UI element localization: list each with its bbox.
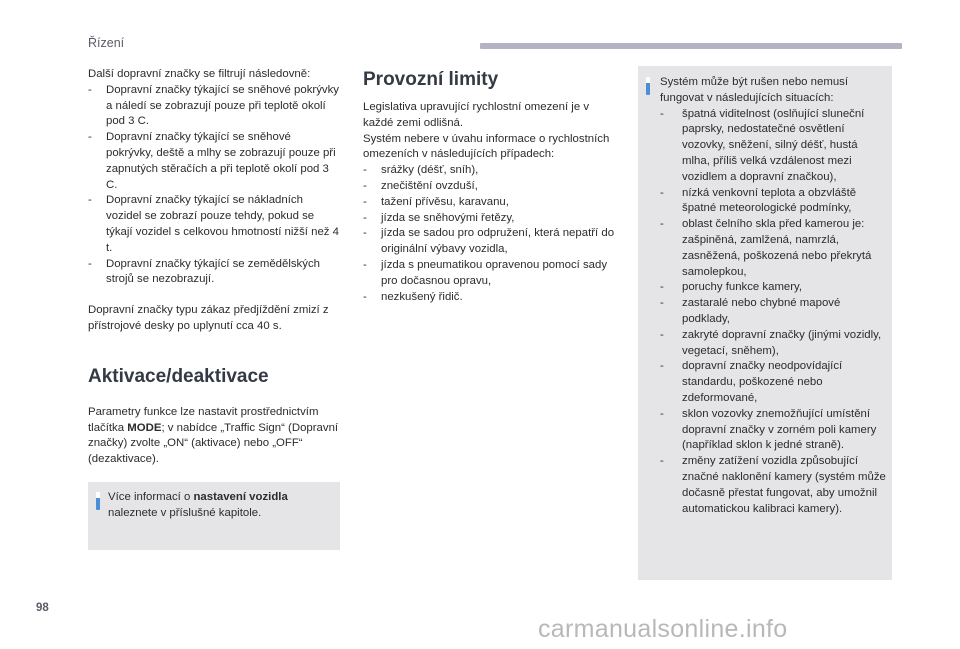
left-column <box>88 67 340 468</box>
list-item: - znečištění ovzduší, <box>363 179 615 195</box>
heading-activation: Aktivace/deaktivace <box>88 365 269 387</box>
info-icon <box>96 492 100 510</box>
system-paragraph: Systém nebere v úvahu informace o rychlostních omezeních v následujících případech: <box>363 132 610 161</box>
page-number: 98 <box>36 602 49 614</box>
info-note-box <box>88 482 340 550</box>
list-item: - špatná viditelnost (oslňující sluneční paprsky, nedostatečné osvětlení vozovky, sněžení, silný déšť, hustá mlha, příliš velká vzdálenost mezi vozidlem a dopravní značkou), <box>660 107 886 186</box>
filter-list <box>88 83 340 288</box>
heading-operating-limits: Provozní limity <box>363 69 499 90</box>
activation-paragraph: Parametry funkce lze nastavit prostřednictvím tlačítka MODE; v nabídce „Traffic Sign“ (Dopravní značky) zvolte „ON“ (aktivace) nebo „OFF“ (dezaktivace). <box>88 405 339 466</box>
list-item: - Dopravní značky týkající se nákladních vozidel se zobrazí pouze tehdy, pokud se týkají vozidel s celkovou hmotností nižší než 4 t. <box>88 193 340 256</box>
info-note-text: Více informací o nastavení vozidla naleznete v příslušné kapitole. <box>108 491 288 519</box>
interference-intro: Systém může být rušen nebo nemusí fungovat v následujících situacích: <box>660 76 849 104</box>
overtaking-paragraph: Dopravní značky typu zákaz předjíždění zmizí z přístrojové desky po uplynutí cca 40 s. <box>88 304 329 332</box>
list-item: - nízká venkovní teplota a obzvláště špatné meteorologické podmínky, <box>660 186 886 218</box>
watermark: carmanualsonline.info <box>538 615 788 643</box>
list-item: - tažení přívěsu, karavanu, <box>363 195 615 211</box>
list-item: - jízda se sněhovými řetězy, <box>363 211 615 227</box>
list-item: - Dopravní značky týkající se sněhové pokrývky a náledí se zobrazují pouze při teplotě okolí pod 3 C. <box>88 83 340 130</box>
list-item: - Dopravní značky týkající se sněhové pokrývky, deště a mlhy se zobrazují pouze při zapnutých stěračích a při teplotě okolí pod 3 C. <box>88 130 340 193</box>
list-item: - sklon vozovky znemožňující umístění dopravní značky v zorném poli kamery (například sklon k jedné straně). <box>660 407 886 454</box>
list-item: - zastaralé nebo chybné mapové podklady, <box>660 296 886 328</box>
section-title: Řízení <box>88 36 125 50</box>
section-header-bar <box>480 43 902 49</box>
filter-intro: Další dopravní značky se filtrují následovně: <box>88 68 311 80</box>
info-icon <box>646 77 650 95</box>
list-item: - Dopravní značky týkající se zemědělských strojů se nezobrazují. <box>88 257 340 289</box>
list-item: - nezkušený řidič. <box>363 290 615 306</box>
mode-button-label: MODE <box>127 421 162 434</box>
list-item: - poruchy funkce kamery, <box>660 280 886 296</box>
list-item: - jízda se sadou pro odpružení, která nepatří do originální výbavy vozidla, <box>363 226 615 258</box>
legislation-paragraph: Legislativa upravující rychlostní omezení je v každé zemi odlišná. <box>363 101 590 129</box>
list-item: - jízda s pneumatikou opravenou pomocí sady pro dočasnou opravu, <box>363 258 615 290</box>
list-item: - srážky (déšť, sníh), <box>363 163 615 179</box>
interference-note-text <box>660 75 886 517</box>
limits-list <box>363 163 615 305</box>
list-item: - dopravní značky neodpovídající standardu, poškozené nebo zdeformované, <box>660 359 886 406</box>
vehicle-settings-link-text: nastavení vozidla <box>193 491 288 503</box>
list-item: - zakryté dopravní značky (jinými vozidly, vegetací, sněhem), <box>660 328 886 360</box>
interference-list <box>660 107 886 518</box>
middle-column <box>363 69 615 305</box>
warning-note-box <box>638 66 892 580</box>
list-item: - změny zatížení vozidla způsobující značné naklonění kamery (systém může dočasně přestat fungovat, aby umožnil automatickou kalibraci kamery). <box>660 454 886 517</box>
list-item: - oblast čelního skla před kamerou je: zašpiněná, zamlžená, namrzlá, zasněžená, poškozená nebo překrytá samolepkou, <box>660 217 886 280</box>
